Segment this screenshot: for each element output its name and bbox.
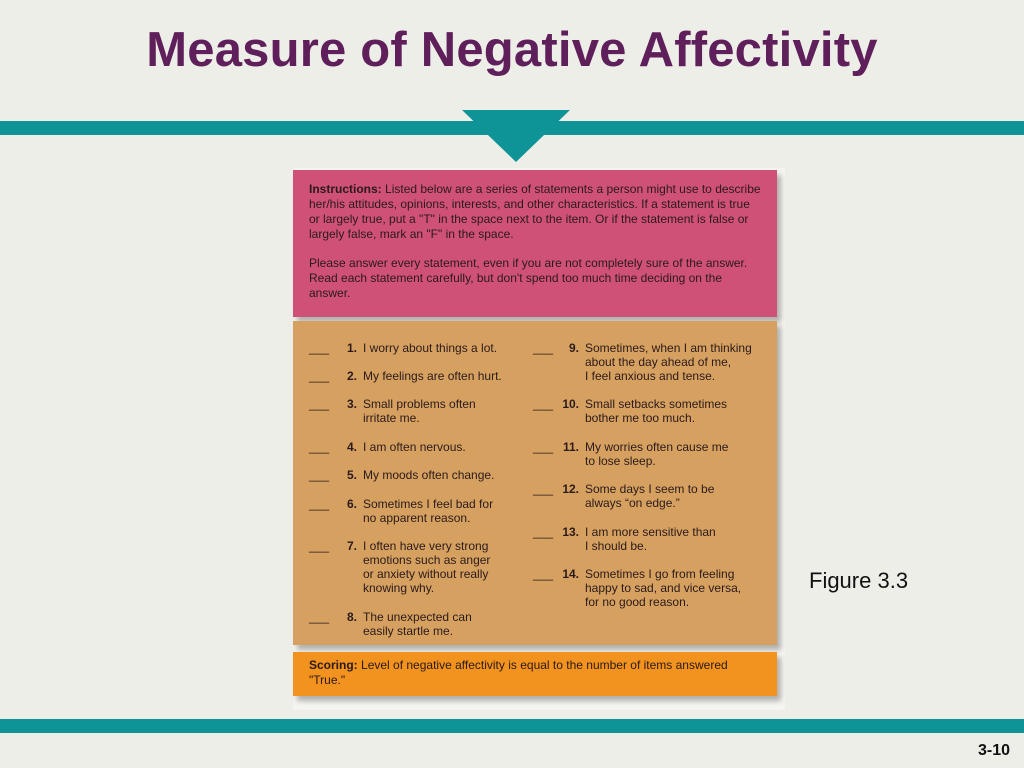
instructions-panel (293, 170, 777, 317)
scoring-text: Level of negative affectivity is equal to the number of items answered "True." (309, 658, 728, 687)
figure-label: Figure 3.3 (809, 568, 909, 593)
bottom-accent-band (0, 719, 1024, 733)
slide-title: Measure of Negative Affectivity (146, 23, 878, 77)
answer-blank[interactable]: ___ (309, 468, 330, 482)
item-text: Small problems often irritate me. (363, 397, 476, 425)
down-pointer-icon (462, 110, 570, 162)
item-number: 11. (562, 440, 579, 454)
answer-blank[interactable]: ___ (309, 369, 330, 383)
answer-blank[interactable]: ___ (309, 497, 330, 511)
answer-blank[interactable]: ___ (533, 482, 554, 496)
item-number: 12. (562, 482, 579, 496)
answer-blank[interactable]: ___ (533, 341, 554, 355)
item-text: I worry about things a lot. (363, 341, 498, 355)
item-text: My moods often change. (363, 468, 495, 482)
item-number: 14. (562, 567, 579, 581)
item-number: 6. (346, 497, 357, 511)
item-text: Sometimes I go from feeling happy to sad, and vice versa, for no good reason. (585, 567, 742, 609)
item-text: Some days I seem to be always “on edge.” (585, 482, 715, 510)
answer-blank[interactable]: ___ (533, 525, 554, 539)
item-text: Sometimes I feel bad for no apparent reason. (363, 497, 494, 525)
instructions-lead: Instructions: (309, 182, 382, 196)
item-text: I am often nervous. (363, 440, 466, 454)
item-number: 10. (562, 397, 579, 411)
item-number: 1. (346, 341, 357, 355)
item-text: The unexpected can easily startle me. (363, 610, 472, 638)
item-number: 7. (346, 539, 357, 553)
answer-blank[interactable]: ___ (533, 567, 554, 581)
item-text: My worries often cause me to lose sleep. (585, 440, 729, 468)
item-number: 5. (346, 468, 357, 482)
item-number: 4. (346, 440, 357, 454)
item-number: 3. (346, 397, 357, 411)
scoring-panel (293, 652, 777, 696)
item-text: I often have very strong emotions such as anger or anxiety without really knowing why. (363, 539, 491, 595)
answer-blank[interactable]: ___ (533, 440, 554, 454)
instructions-text-2: Please answer every statement, even if you are not completely sure of the answer. Read each statement carefully, but don't spend too much time deciding on the answer. (309, 256, 748, 300)
page-number: 3-10 (978, 742, 1011, 759)
answer-blank[interactable]: ___ (309, 539, 330, 553)
item-text: Small setbacks sometimes bother me too much. (585, 397, 728, 425)
answer-blank[interactable]: ___ (309, 610, 330, 624)
instructions-paragraph-1 (309, 182, 763, 242)
instructions-text-1: Listed below are a series of statements a person might use to describe her/his attitudes, opinions, interests, and other characteristics. If a statement is true or largely true, put a "T" in the space next to the item. Or if the statement is false or largely false, mark an "F" in the space. (309, 182, 761, 241)
answer-blank[interactable]: ___ (533, 397, 554, 411)
figure-questionnaire (293, 168, 785, 710)
answer-blank[interactable]: ___ (309, 341, 330, 355)
items-panel (293, 321, 777, 645)
item-number: 2. (346, 369, 357, 383)
item-number: 13. (562, 525, 579, 539)
instructions-paragraph-2 (309, 256, 763, 301)
item-text: Sometimes, when I am thinking about the day ahead of me, I feel anxious and tense. (585, 341, 752, 383)
answer-blank[interactable]: ___ (309, 397, 330, 411)
item-number: 8. (346, 610, 357, 624)
item-number: 9. (568, 341, 579, 355)
item-text: My feelings are often hurt. (363, 369, 502, 383)
answer-blank[interactable]: ___ (309, 440, 330, 454)
item-text: I am more sensitive than I should be. (585, 525, 716, 553)
scoring-lead: Scoring: (309, 658, 358, 672)
